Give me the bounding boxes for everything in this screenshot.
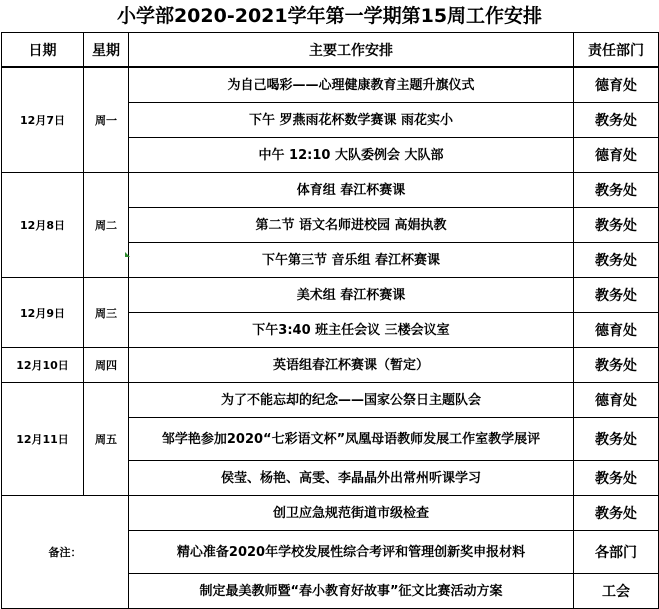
task-cell: 中午 12:10 大队委例会 大队部: [129, 138, 574, 173]
notes-label: 备注：: [2, 496, 129, 609]
header-task: 主要工作安排: [129, 33, 574, 68]
table-row: [2, 383, 659, 418]
header-date: 日期: [2, 33, 84, 68]
table-row: [2, 173, 659, 208]
dept-cell: 教务处: [574, 243, 659, 278]
weekday-cell: 周五: [84, 383, 129, 496]
dept-cell: 教务处: [574, 348, 659, 383]
weekday-cell: 周四: [84, 348, 129, 383]
table-row: [2, 67, 659, 103]
task-cell: 为自己喝彩——心理健康教育主题升旗仪式: [129, 67, 574, 103]
dept-cell: 德育处: [574, 383, 659, 418]
task-cell: 邹学艳参加2020“七彩语文杯”凤凰母语教师发展工作室教学展评: [129, 418, 574, 461]
header-dept: 责任部门: [574, 33, 659, 68]
date-cell: 12月9日: [2, 278, 84, 348]
task-cell: 美术组 春江杯赛课: [129, 278, 574, 313]
date-cell: 12月11日: [2, 383, 84, 496]
dept-cell: 各部门: [574, 531, 659, 574]
weekday-cell: 周三: [84, 278, 129, 348]
task-cell: 下午第三节 音乐组 春江杯赛课: [129, 243, 574, 278]
task-cell: 创卫应急规范街道市级检查: [129, 496, 574, 531]
dept-cell: 教务处: [574, 173, 659, 208]
dept-cell: 德育处: [574, 67, 659, 103]
schedule-table: [1, 32, 659, 609]
dept-cell: 德育处: [574, 313, 659, 348]
task-cell: 侯莹、杨艳、高雯、李晶晶外出常州听课学习: [129, 461, 574, 496]
header-weekday: 星期: [84, 33, 129, 68]
dept-cell: 教务处: [574, 496, 659, 531]
table-row: [2, 348, 659, 383]
header-row: [2, 33, 659, 68]
page-title: 小学部2020-2021学年第一学期第15周工作安排: [116, 5, 543, 27]
date-cell: 12月8日: [2, 173, 84, 278]
dept-cell: 工会: [574, 574, 659, 609]
date-cell: 12月7日: [2, 67, 84, 173]
task-cell: 英语组春江杯赛课（暂定）: [129, 348, 574, 383]
task-cell: 为了不能忘却的纪念——国家公祭日主题队会: [129, 383, 574, 418]
date-cell: 12月10日: [2, 348, 84, 383]
cell-comment-marker: [125, 252, 130, 257]
task-cell: 制定最美教师暨“春小教育好故事”征文比赛活动方案: [129, 574, 574, 609]
task-cell: 下午3:40 班主任会议 三楼会议室: [129, 313, 574, 348]
task-cell: 体育组 春江杯赛课: [129, 173, 574, 208]
weekday-cell: 周二: [84, 173, 129, 278]
task-cell: 第二节 语文名师进校园 高娟执教: [129, 208, 574, 243]
dept-cell: 教务处: [574, 461, 659, 496]
task-cell: 精心准备2020年学校发展性综合考评和管理创新奖申报材料: [129, 531, 574, 574]
table-row: [2, 496, 659, 531]
dept-cell: 教务处: [574, 278, 659, 313]
task-cell: 下午 罗燕雨花杯数学赛课 雨花实小: [129, 103, 574, 138]
dept-cell: 德育处: [574, 138, 659, 173]
weekday-cell: 周一: [84, 67, 129, 173]
dept-cell: 教务处: [574, 103, 659, 138]
table-row: [2, 278, 659, 313]
dept-cell: 教务处: [574, 418, 659, 461]
dept-cell: 教务处: [574, 208, 659, 243]
